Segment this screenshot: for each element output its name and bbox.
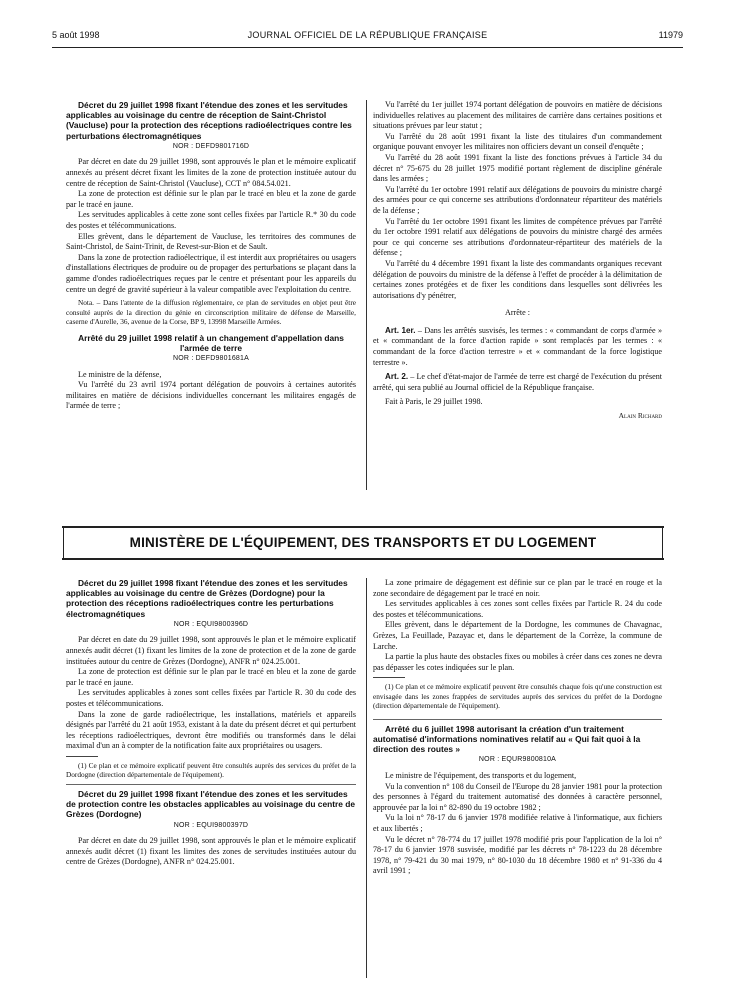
- page-number: 11979: [658, 30, 683, 40]
- column-divider: [366, 578, 367, 978]
- nor-reference: NOR : EQUI9800396D: [173, 620, 249, 628]
- article-2: [373, 372, 662, 393]
- signature: Alain Richard: [618, 411, 662, 421]
- decree-title: Arrêté du 6 juillet 1998 autorisant la création d'un traitement automatisé d'informations nominatives relatif au « Qui fait quoi à la direction des routes »: [373, 723, 641, 755]
- decree-title: Décret du 29 juillet 1998 fixant l'étendue des zones et les servitudes de protection contre les obstacles applicables au voisinage du centre de Grèzes (Dordogne): [66, 788, 356, 820]
- paragraph: Elles grèvent, dans le département de la Dordogne, les communes de Chavagnac, Grèzes, La Feuillade, Pazayac et, dans le département de la Corrèze, la commune de Larche.: [373, 620, 662, 651]
- article-label: Art. 1er.: [385, 325, 416, 335]
- paragraph: Le ministre de l'équipement, des transports et du logement,: [385, 771, 577, 781]
- arrete-heading: Arrête :: [505, 308, 530, 318]
- article-text: – Le chef d'état-major de l'armée de terre est chargé de l'exécution du présent arrêté, qui sera publié au Journal officiel de la République française.: [373, 372, 662, 392]
- paragraph: Vu la convention n° 108 du Conseil de l'Europe du 28 janvier 1981 pour la protection des personnes à l'égard du traitement automatisé des données à caractère personnel, approuvée par la loi n° 82-890 du 19 octobre 1982 ;: [373, 781, 662, 812]
- journal-title: JOURNAL OFFICIEL DE LA RÉPUBLIQUE FRANÇAISE: [247, 30, 488, 40]
- header-rule: [52, 47, 683, 48]
- nor-reference: NOR : DEFD9801716D: [172, 142, 250, 150]
- paragraph: Par décret en date du 29 juillet 1998, sont approuvés le plan et le mémoire explicatif annexés audit décret (1) fixant les limites des zones de servitudes instituées autour du centre de Grèzes (Dordogne), ANFR n° 024.25.001.: [66, 836, 356, 867]
- section-separator: [66, 784, 356, 785]
- footnote: (1) Ce plan et ce mémoire explicatif peuvent être consultés chaque fois qu'une construction est envisagée dans les zones frappées de servitudes auprès des services du préfet de la Dordogne (direction départementale de l'équipement).: [373, 682, 662, 711]
- section-separator: [373, 719, 662, 720]
- paragraph: La zone primaire de dégagement est définie sur ce plan par le tracé en rouge et la zone secondaire de dégagement par le tracé en noir.: [373, 578, 662, 598]
- footnote: (1) Ce plan et ce mémoire explicatif peuvent être consultés auprès des services du préfet de la Dordogne (direction départementale de l'équipement).: [66, 760, 356, 780]
- paragraph: Vu l'arrêté du 1er juillet 1974 portant délégation de pouvoirs en matière de décisions individuelles relatives au placement des militaires de carrière dans certaines positions et situations prévues par leur statut ;: [373, 100, 662, 131]
- issue-date: 5 août 1998: [52, 30, 100, 40]
- paragraph: La partie la plus haute des obstacles fixes ou mobiles à créer dans ces zones ne devra pas dépasser les cotes indiquées sur le plan.: [373, 652, 662, 672]
- paragraph: Par décret en date du 29 juillet 1998, sont approuvés le plan et le mémoire explicatif annexés au présent décret fixant les limites de la zone de protection instituée autour du centre de réception de Saint-Christol (Vaucluse), CCT n° 084.54.021.: [66, 157, 356, 188]
- paragraph: La zone de protection est définie sur le plan par le tracé en bleu et la zone de garde par le tracé en jaune.: [66, 667, 356, 687]
- paragraph: Les servitudes applicables à zones sont celles fixées par l'article R. 30 du code des postes et télécommunications.: [66, 688, 356, 708]
- paragraph: La zone de protection est définie sur le plan par le tracé en bleu et la zone de garde par le tracé en jaune.: [66, 189, 356, 209]
- paragraph: Vu le décret n° 78-774 du 17 juillet 1978 modifié pris pour l'application de la loi n° 78-17 du 6 janvier 1978 susvisée, modifié par les décrets n° 78-1223 du 28 décembre 1978, n° 79-421 du 30 mai 1979, n° 80-1030 du 18 décembre 1980 et n° 91-336 du 4 avril 1991 ;: [373, 834, 662, 876]
- nor-reference: NOR : EQUR9800810A: [478, 756, 557, 764]
- footnote-separator: [373, 677, 405, 678]
- article-1: [373, 326, 662, 368]
- paragraph: Les servitudes applicables à ces zones sont celles fixées par l'article R. 24 du code des postes et télécommunications.: [373, 599, 662, 619]
- bottom-right-column: [373, 578, 662, 877]
- paragraph: Vu la loi n° 78-17 du 6 janvier 1978 modifiée relative à l'informatique, aux fichiers et aux libertés ;: [373, 813, 662, 834]
- paragraph: Les servitudes applicables à cette zone sont celles fixées par l'article R.* 30 du code des postes et télécommunications.: [66, 210, 356, 230]
- footnote: Nota. – Dans l'attente de la diffusion réglementaire, ce plan de servitudes en objet peut être consulté auprès de la direction du génie en circonscription militaire de défense de Marseille, caserne d'Aurelle, 36, avenue de la Corse, BP 9, 13998 Marseille Armées.: [66, 298, 356, 327]
- paragraph: Elles grèvent, dans le département de Vaucluse, les territoires des communes de Saint-Christol, de Saint-Trinit, de Revest-sur-Bion et de Sault.: [66, 231, 356, 252]
- paragraph: Vu l'arrêté du 4 décembre 1991 fixant la liste des commandants organiques recevant délégation de pouvoirs du ministre de la défense à l'effet de procéder à la délimitation de certaines zones protégées et de fixer les conditions dans lesquelles sont délivrées les autorisations d'y pénétrer,: [373, 258, 662, 300]
- top-left-column: [66, 100, 356, 412]
- column-divider: [366, 100, 367, 490]
- paragraph: Dans la zone de protection radioélectrique, il est interdit aux propriétaires ou usagers d'installations électriques de produire ou de propager des perturbations se plaçant dans la gamme d'ondes radioélectriques reçues par le centre et présentant pour les appareils du centre un degré de gravité supérieur à la valeur compatible avec l'exploitation du centre.: [66, 252, 356, 294]
- paragraph: Par décret en date du 29 juillet 1998, sont approuvés le plan et le mémoire explicatif annexés audit décret (1) fixant les limites de la zone de protection et de la zone de garde instituées autour du centre de Grèzes (Dordogne), ANFR n° 024.25.001.: [66, 635, 356, 666]
- top-right-column: [373, 100, 662, 422]
- page-header: [52, 30, 683, 44]
- article-label: Art. 2.: [385, 372, 409, 382]
- ministry-banner: MINISTÈRE DE L'ÉQUIPEMENT, DES TRANSPORTS ET DU LOGEMENT: [63, 527, 663, 559]
- paragraph: Vu l'arrêté du 1er octobre 1991 relatif aux délégations de pouvoirs du ministre chargé des armées pour ce qui concerne ses attributions d'ordonnateur répartiteur des matériels de la défense ;: [373, 184, 662, 215]
- decree-title: Décret du 29 juillet 1998 fixant l'étendue des zones et les servitudes applicables au voisinage du centre de Grèzes (Dordogne) pour la protection des réceptions radioélectriques contre les perturbations électromagnétiques: [66, 578, 348, 619]
- decree-title: Décret du 29 juillet 1998 fixant l'étendue des zones et les servitudes applicables au voisinage du centre de réception de Saint-Christol (Vaucluse) pour la protection des réceptions radioélectriques contre les perturbations électromagnétiques: [66, 100, 352, 141]
- paragraph: Le ministre de la défense,: [78, 369, 162, 379]
- decree-title: Arrêté du 29 juillet 1998 relatif à un changement d'appellation dans l'armée de terre: [78, 332, 344, 353]
- nor-reference: NOR : EQUI9800397D: [173, 821, 249, 829]
- paragraph: Vu l'arrêté du 28 août 1991 fixant la liste des titulaires d'un commandement organique pouvant envoyer les militaires non officiers devant un conseil d'enquête ;: [373, 131, 662, 152]
- paragraph: Vu l'arrêté du 28 août 1991 fixant la liste des fonctions prévues à l'article 34 du décret n° 75-675 du 28 juillet 1975 modifié portant règlement de discipline générale dans les armées ;: [373, 152, 662, 184]
- nor-reference: NOR : DEFD9801681A: [173, 355, 249, 363]
- date-place: Fait à Paris, le 29 juillet 1998.: [385, 397, 483, 407]
- paragraph: Dans la zone de garde radioélectrique, les installations, matériels et appareils désignés par l'arrêté du 21 août 1953, existant à la date du présent décret et qui perturbent les réceptions radioélectriques, devront être modifiés ou transformés dans le délai maximal d'un an à compter de la notification faite aux propriétaires ou usagers.: [66, 709, 356, 751]
- bottom-left-column: [66, 578, 356, 868]
- footnote-separator: [66, 756, 98, 757]
- article-text: – Dans les arrêtés susvisés, les termes : « commandant de corps d'armée » et « commandant de la force d'action rapide » sont remplacés par les termes : « commandant de la force d'action terrestre » et « commandant de la force logistique terrestre ».: [373, 325, 662, 367]
- paragraph: Vu l'arrêté du 1er octobre 1991 fixant les limites de compétence prévues par l'arrêté du 1er octobre 1991 relatif aux délégations de pouvoirs du ministre chargé des armées pour ce qui concerne ses attributions d'ordonnateur-répartiteur des matériels de la défense ;: [373, 216, 662, 258]
- paragraph: Vu l'arrêté du 23 avril 1974 portant délégation de pouvoirs à certaines autorités militaires en matière de décisions individuelles concernant les militaires engagés de l'armée de terre ;: [66, 380, 356, 411]
